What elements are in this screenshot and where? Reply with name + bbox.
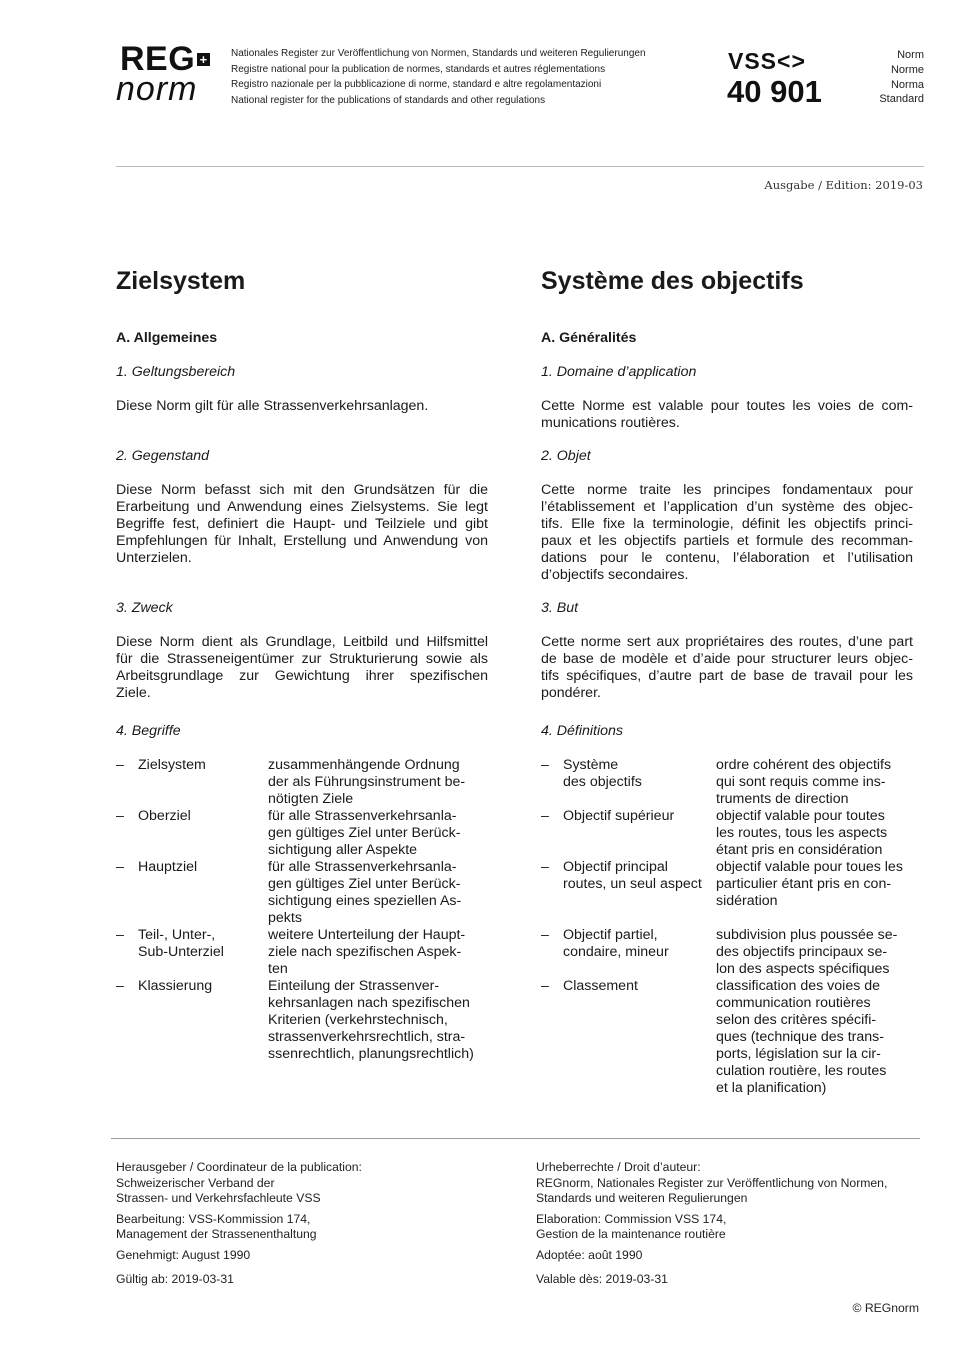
elaboration-block: [536, 1212, 926, 1243]
term-line: Objectif partiel,: [563, 927, 658, 943]
text-line: Diese Norm dient als Grundlage, Leitbild und Hilfsmittel: [116, 634, 488, 650]
footer-line: Valable dès: 2019-03-31: [536, 1272, 668, 1286]
text-line: pondérer.: [541, 685, 601, 701]
register-line-en: National register for the publications of standards and other regulations: [231, 94, 546, 106]
edition-label: Ausgabe / Edition: 2019-03: [764, 178, 923, 192]
definition-desc: [268, 808, 488, 859]
list-dash: –: [541, 978, 549, 994]
desc-line: communication routières: [716, 995, 871, 1011]
text-line: d’objectifs secondaires.: [541, 567, 689, 583]
list-dash: –: [116, 978, 124, 994]
text-line: Cette norme traite les principes fondamentaux pour: [541, 482, 913, 498]
desc-line: selon des critères spécifi-: [716, 1012, 877, 1028]
desc-line: kehrsanlagen nach spezifischen: [268, 995, 470, 1011]
text-line: Arbeitsgrundlage zur Gewichtung ihrer spezifischen: [116, 668, 488, 684]
register-line-fr: Registre national pour la publication de normes, standards et autres réglementations: [231, 63, 606, 75]
text-line: Unterzielen.: [116, 550, 192, 566]
desc-line: der als Führungsinstrument be-: [268, 774, 466, 790]
desc-line: classification des voies de: [716, 978, 881, 994]
desc-line: weitere Unterteilung der Haupt-: [268, 927, 466, 943]
scope-heading-fr: 1. Domaine d’application: [541, 364, 697, 380]
list-dash: –: [116, 808, 124, 824]
copyright-block: [536, 1160, 926, 1207]
footer-line: Strassen- und Verkehrsfachleute VSS: [116, 1191, 321, 1205]
footer-line: Management der Strassenenthaltung: [116, 1227, 317, 1241]
list-dash: –: [541, 859, 549, 875]
desc-line: les routes, tous les aspects: [716, 825, 888, 841]
footer-line: Bearbeitung: VSS-Kommission 174,: [116, 1211, 311, 1226]
footer-divider: [111, 1138, 920, 1139]
footer-line: REGnorm, Nationales Register zur Veröffentlichung von Normen,: [536, 1175, 888, 1190]
list-dash: –: [541, 757, 549, 773]
desc-line: sidération: [716, 893, 778, 909]
term-line: routes, un seul aspect: [563, 876, 702, 892]
text-line: tifs. Elle fixe la terminologie, définit les objectifs princi-: [541, 516, 913, 532]
document-type: [879, 48, 924, 107]
subject-text-de: [116, 482, 488, 567]
definition-term: [563, 927, 716, 978]
term-line: Sub-Unterziel: [138, 944, 224, 960]
desc-line: ziele nach spezifischen Aspek-: [268, 944, 462, 960]
title-fr: Système des objectifs: [541, 267, 804, 295]
text-line: munications routières.: [541, 415, 680, 431]
section-a-heading-fr: A. Généralités: [541, 330, 637, 346]
footer-line: Genehmigt: August 1990: [116, 1247, 251, 1262]
definition-desc: [716, 757, 912, 808]
register-line-it: Registro nazionale per la pubblicazione di norme, standard e altre regolamentazioni: [231, 79, 602, 90]
desc-line: gen gültiges Ziel unter Berück-: [268, 825, 461, 841]
desc-line: Einteilung der Strassenver-: [268, 978, 440, 994]
type-label-de: Norm: [897, 49, 924, 61]
term-line: Klassierung: [138, 978, 213, 994]
text-line: Empfehlungen für Inhalt, Erstellung und Anwendung von: [116, 533, 488, 549]
desc-line: sichtigung aller Aspekte: [268, 842, 418, 858]
desc-line: ordre cohérent des objectifs: [716, 757, 892, 773]
definition-desc: [268, 978, 488, 1063]
term-line: Hauptziel: [138, 859, 198, 875]
scope-heading-de: 1. Geltungsbereich: [116, 364, 236, 380]
regnorm-logo-bottom: norm: [116, 70, 198, 108]
text-line: dations pour le contenu, l’élaboration et l’utilisation: [541, 550, 913, 566]
desc-line: strassenverkehrsrechtlich, stra-: [268, 1029, 466, 1045]
footer-line: Schweizerischer Verband der: [116, 1175, 275, 1190]
desc-line: truments de direction: [716, 791, 849, 807]
publisher-block: [116, 1160, 526, 1207]
text-line: Diese Norm befasst sich mit den Grundsätzen für die: [116, 482, 488, 498]
definition-term: [138, 927, 268, 978]
type-label-en: Standard: [879, 93, 924, 106]
scope-text-fr: [541, 398, 913, 432]
footer-line: Herausgeber / Coordinateur de la publication:: [116, 1160, 362, 1174]
text-line: Erarbeitung und Anwendung eines Zielsystems. Sie legt: [116, 499, 488, 515]
text-line: Begriffe fest, definiert die Haupt- und Teilziele und gibt: [116, 516, 488, 532]
definition-desc: [716, 859, 912, 927]
definition-desc: [268, 927, 488, 978]
text-line: de base de modèle et d’aide pour structurer leurs objec-: [541, 651, 913, 667]
definition-term: [138, 978, 268, 1063]
purpose-text-de: [116, 634, 488, 702]
desc-line: subdivision plus poussée se-: [716, 927, 898, 943]
desc-line: objectif valable pour toues les: [716, 859, 903, 875]
desc-line: für alle Strassenverkehrsanla-: [268, 859, 457, 875]
register-description: [231, 46, 646, 108]
section-a-heading-de: A. Allgemeines: [116, 330, 218, 346]
definition-term: [138, 859, 268, 927]
type-label-fr: Norme: [890, 63, 924, 76]
standard-number: 40 901: [727, 74, 822, 109]
terms-heading-fr: 4. Définitions: [541, 723, 624, 739]
vss-logo: VSS<>: [728, 48, 806, 74]
definition-desc: [716, 808, 912, 859]
desc-line: sichtigung eines speziellen As-: [268, 893, 462, 909]
register-line-de: Nationales Register zur Veröffentlichung von Normen, Standards und weiteren Regulierungen: [231, 48, 646, 59]
valid-block: [116, 1272, 526, 1288]
desc-line: objectif valable pour toutes: [716, 808, 885, 824]
term-line: Classement: [563, 978, 638, 994]
purpose-text-fr: [541, 634, 913, 702]
desc-line: ques (technique des trans-: [716, 1029, 884, 1045]
term-line: Système: [563, 757, 619, 773]
footer-left: [116, 1160, 526, 1293]
definitions-list-fr: [541, 757, 912, 1097]
term-line: condaire, mineur: [563, 944, 669, 960]
desc-line: pekts: [268, 910, 302, 926]
terms-heading-de: 4. Begriffe: [116, 723, 181, 739]
definition-term: [563, 978, 716, 1097]
desc-line: des objectifs principaux se-: [716, 944, 888, 960]
definitions-list-de: [116, 757, 488, 1063]
desc-line: qui sont requis comme ins-: [716, 774, 886, 790]
text-line: für die Strasseneigentümer zur Strukturierung sowie als: [116, 651, 488, 667]
definition-desc: [716, 978, 912, 1097]
footer-line: Standards und weiteren Regulierungen: [536, 1191, 748, 1205]
subject-heading-de: 2. Gegenstand: [116, 448, 210, 464]
desc-line: ssenrechtlich, planungsrechtlich): [268, 1046, 474, 1062]
spacer: [716, 910, 912, 927]
subject-text-fr: [541, 482, 913, 584]
desc-line: lon des aspects spécifiques: [716, 961, 890, 977]
copyright-notice: © REGnorm: [852, 1301, 919, 1315]
desc-line: particulier étant pris en con-: [716, 876, 892, 892]
purpose-heading-fr: 3. But: [541, 600, 579, 616]
list-dash: –: [541, 927, 549, 943]
footer-line: Gültig ab: 2019-03-31: [116, 1272, 234, 1286]
text-line: Cette norme sert aux propriétaires des routes, d’une part: [541, 634, 913, 650]
desc-line: et la planification): [716, 1080, 827, 1096]
list-dash: –: [116, 859, 124, 875]
footer-line: Elaboration: Commission VSS 174,: [536, 1211, 727, 1226]
footer-right: [536, 1160, 926, 1293]
type-label-it: Norma: [890, 78, 924, 91]
desc-line: culation routière, les routes: [716, 1063, 887, 1079]
desc-line: Kriterien (verkehrstechnisch,: [268, 1012, 448, 1028]
definition-term: [138, 757, 268, 808]
term-line: Oberziel: [138, 808, 191, 824]
approved-block: [116, 1248, 526, 1264]
term-line: Objectif supérieur: [563, 808, 675, 824]
text-line: paux et les objectifs partiels et formule des recomman-: [541, 533, 913, 549]
desc-line: für alle Strassenverkehrsanla-: [268, 808, 457, 824]
list-dash: –: [116, 757, 124, 773]
title-de: Zielsystem: [116, 267, 246, 295]
term-line: Zielsystem: [138, 757, 206, 773]
text-line: Ziele.: [116, 685, 151, 701]
term-line: Objectif principal: [563, 859, 668, 875]
editing-block: [116, 1212, 526, 1243]
desc-line: ports, législation sur la cir-: [716, 1046, 881, 1062]
logo-reg-text: REG: [120, 40, 196, 78]
header-divider: [116, 166, 924, 167]
definition-desc: [268, 859, 488, 927]
definition-term: [563, 859, 716, 927]
list-dash: –: [116, 927, 124, 943]
definition-term: [563, 757, 716, 808]
valid-from-block: [536, 1272, 926, 1288]
desc-line: nötigten Ziele: [268, 791, 354, 807]
term-line: Teil-, Unter-,: [138, 927, 216, 943]
desc-line: zusammenhängende Ordnung: [268, 757, 460, 773]
definition-term: [563, 808, 716, 859]
text-line: l’établissement et l’application d’un système des objec-: [541, 499, 913, 515]
desc-line: étant pris en considération: [716, 842, 883, 858]
text-line: tifs spécifiques, d’autre part de base de travail pour les: [541, 668, 913, 684]
definition-desc: [268, 757, 488, 808]
footer-line: Urheberrechte / Droit d’auteur:: [536, 1160, 701, 1174]
subject-heading-fr: 2. Objet: [541, 448, 591, 464]
list-dash: –: [541, 808, 549, 824]
definition-term: [138, 808, 268, 859]
adopted-block: [536, 1248, 926, 1264]
text-line: Cette Norme est valable pour toutes les voies de com-: [541, 398, 913, 414]
footer-line: Gestion de la maintenance routière: [536, 1227, 726, 1241]
desc-line: ten: [268, 961, 288, 977]
term-line: des objectifs: [563, 774, 642, 790]
desc-line: gen gültiges Ziel unter Berück-: [268, 876, 461, 892]
swiss-cross-icon: +: [197, 53, 210, 66]
definition-desc: [716, 927, 912, 978]
purpose-heading-de: 3. Zweck: [116, 600, 173, 616]
footer-line: Adoptée: août 1990: [536, 1247, 643, 1262]
scope-text-de: Diese Norm gilt für alle Strassenverkehrsanlagen.: [116, 398, 429, 414]
